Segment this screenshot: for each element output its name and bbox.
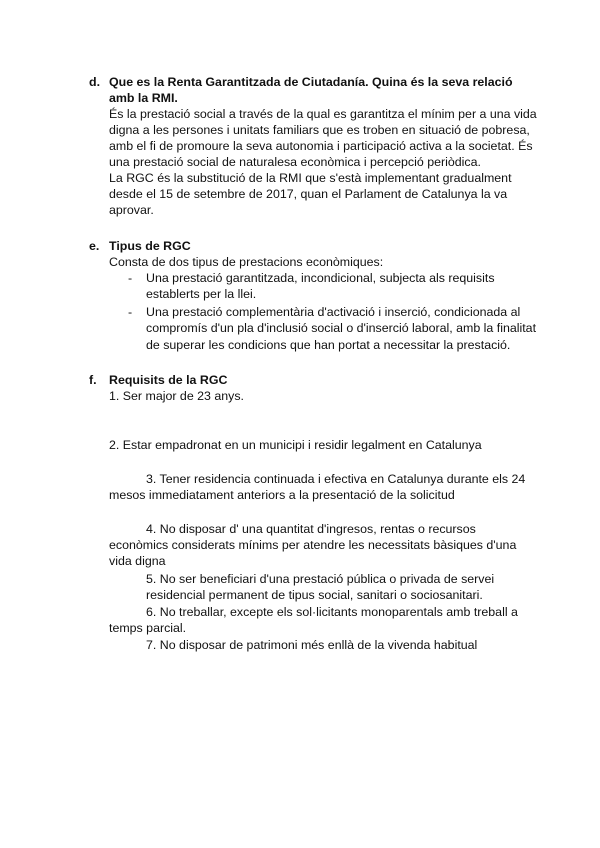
requirement-2: 2. Estar empadronat en un municipi i residir legalment en Catalunya: [109, 438, 482, 452]
requirement-4-line1: 4. No disposar d' una quantitat d'ingresos, rentas o recursos: [146, 522, 476, 536]
bullet1-line: establerts per la llei.: [146, 287, 257, 301]
requirement-4-line3: vida digna: [109, 554, 166, 568]
bullet2-line: compromís d'un pla d'inclusió social o d'inserció laboral, amb la finalitat: [146, 321, 537, 335]
requirement-3-line1: 3. Tener residencia continuada i efectiva en Catalunya durante els 24: [146, 472, 526, 486]
section-d-body-line: una prestació social de naturalesa econòmica i percepció periòdica.: [109, 155, 481, 169]
section-f-heading: Requisits de la RGC: [109, 373, 228, 387]
requirement-6-line2: temps parcial.: [109, 621, 187, 635]
section-d-body-line: desde el 15 de setembre de 2017, quan el Parlament de Catalunya la va: [109, 187, 508, 201]
requirement-4-line2: econòmics considerats mínims per atendre les necessitats bàsiques d'una: [109, 538, 517, 552]
section-d-body-line: És la prestació social a través de la qual es garantitza el mínim per a una vida: [109, 107, 537, 121]
section-e-intro: Consta de dos tipus de prestacions econòmiques:: [109, 255, 384, 269]
requirement-5-line1: 5. No ser beneficiari d'una prestació pública o privada de servei: [146, 572, 495, 586]
requirement-1: 1. Ser major de 23 anys.: [109, 389, 244, 403]
requirement-5-line2: residencial permanent de tipus social, sanitari o sociosanitari.: [146, 588, 483, 602]
bullet1-line: Una prestació garantitzada, incondicional, subjecta als requisits: [146, 271, 495, 285]
section-d-heading-line1: Que es la Renta Garantitzada de Ciutadanía. Quina és la seva relació: [109, 75, 513, 89]
requirement-3-line2: mesos immediatament anteriors a la presentació de la solicitud: [109, 488, 455, 502]
bullet-marker: -: [128, 305, 133, 319]
requirement-7: 7. No disposar de patrimoni més enllà de la vivenda habitual: [146, 638, 478, 652]
section-d-heading-line2: amb la RMI.: [109, 91, 178, 105]
section-d-body-line: La RGC és la substitució de la RMI que s'està implementant gradualment: [109, 171, 512, 185]
section-d-body-line: amb el fi de promoure la seva autonomia i participació activa a la societat. És: [109, 139, 533, 153]
bullet-marker: -: [128, 271, 133, 285]
section-d-body-line: digna a les persones i unitats familiars que es troben en situació de pobresa,: [109, 123, 530, 137]
section-f-letter: f.: [89, 373, 97, 387]
section-e-heading: Tipus de RGC: [109, 239, 191, 253]
section-e-letter: e.: [89, 239, 100, 253]
bullet2-line: de superar les condicions que han portat a necessitar la prestació.: [146, 338, 511, 352]
bullet2-line: Una prestació complementària d'activació i inserció, condicionada al: [146, 305, 521, 319]
section-d-letter: d.: [89, 75, 101, 89]
section-d-body-line: aprovar.: [109, 203, 154, 217]
requirement-6-line1: 6. No treballar, excepte els sol·licitants monoparentals amb treball a: [146, 605, 518, 619]
